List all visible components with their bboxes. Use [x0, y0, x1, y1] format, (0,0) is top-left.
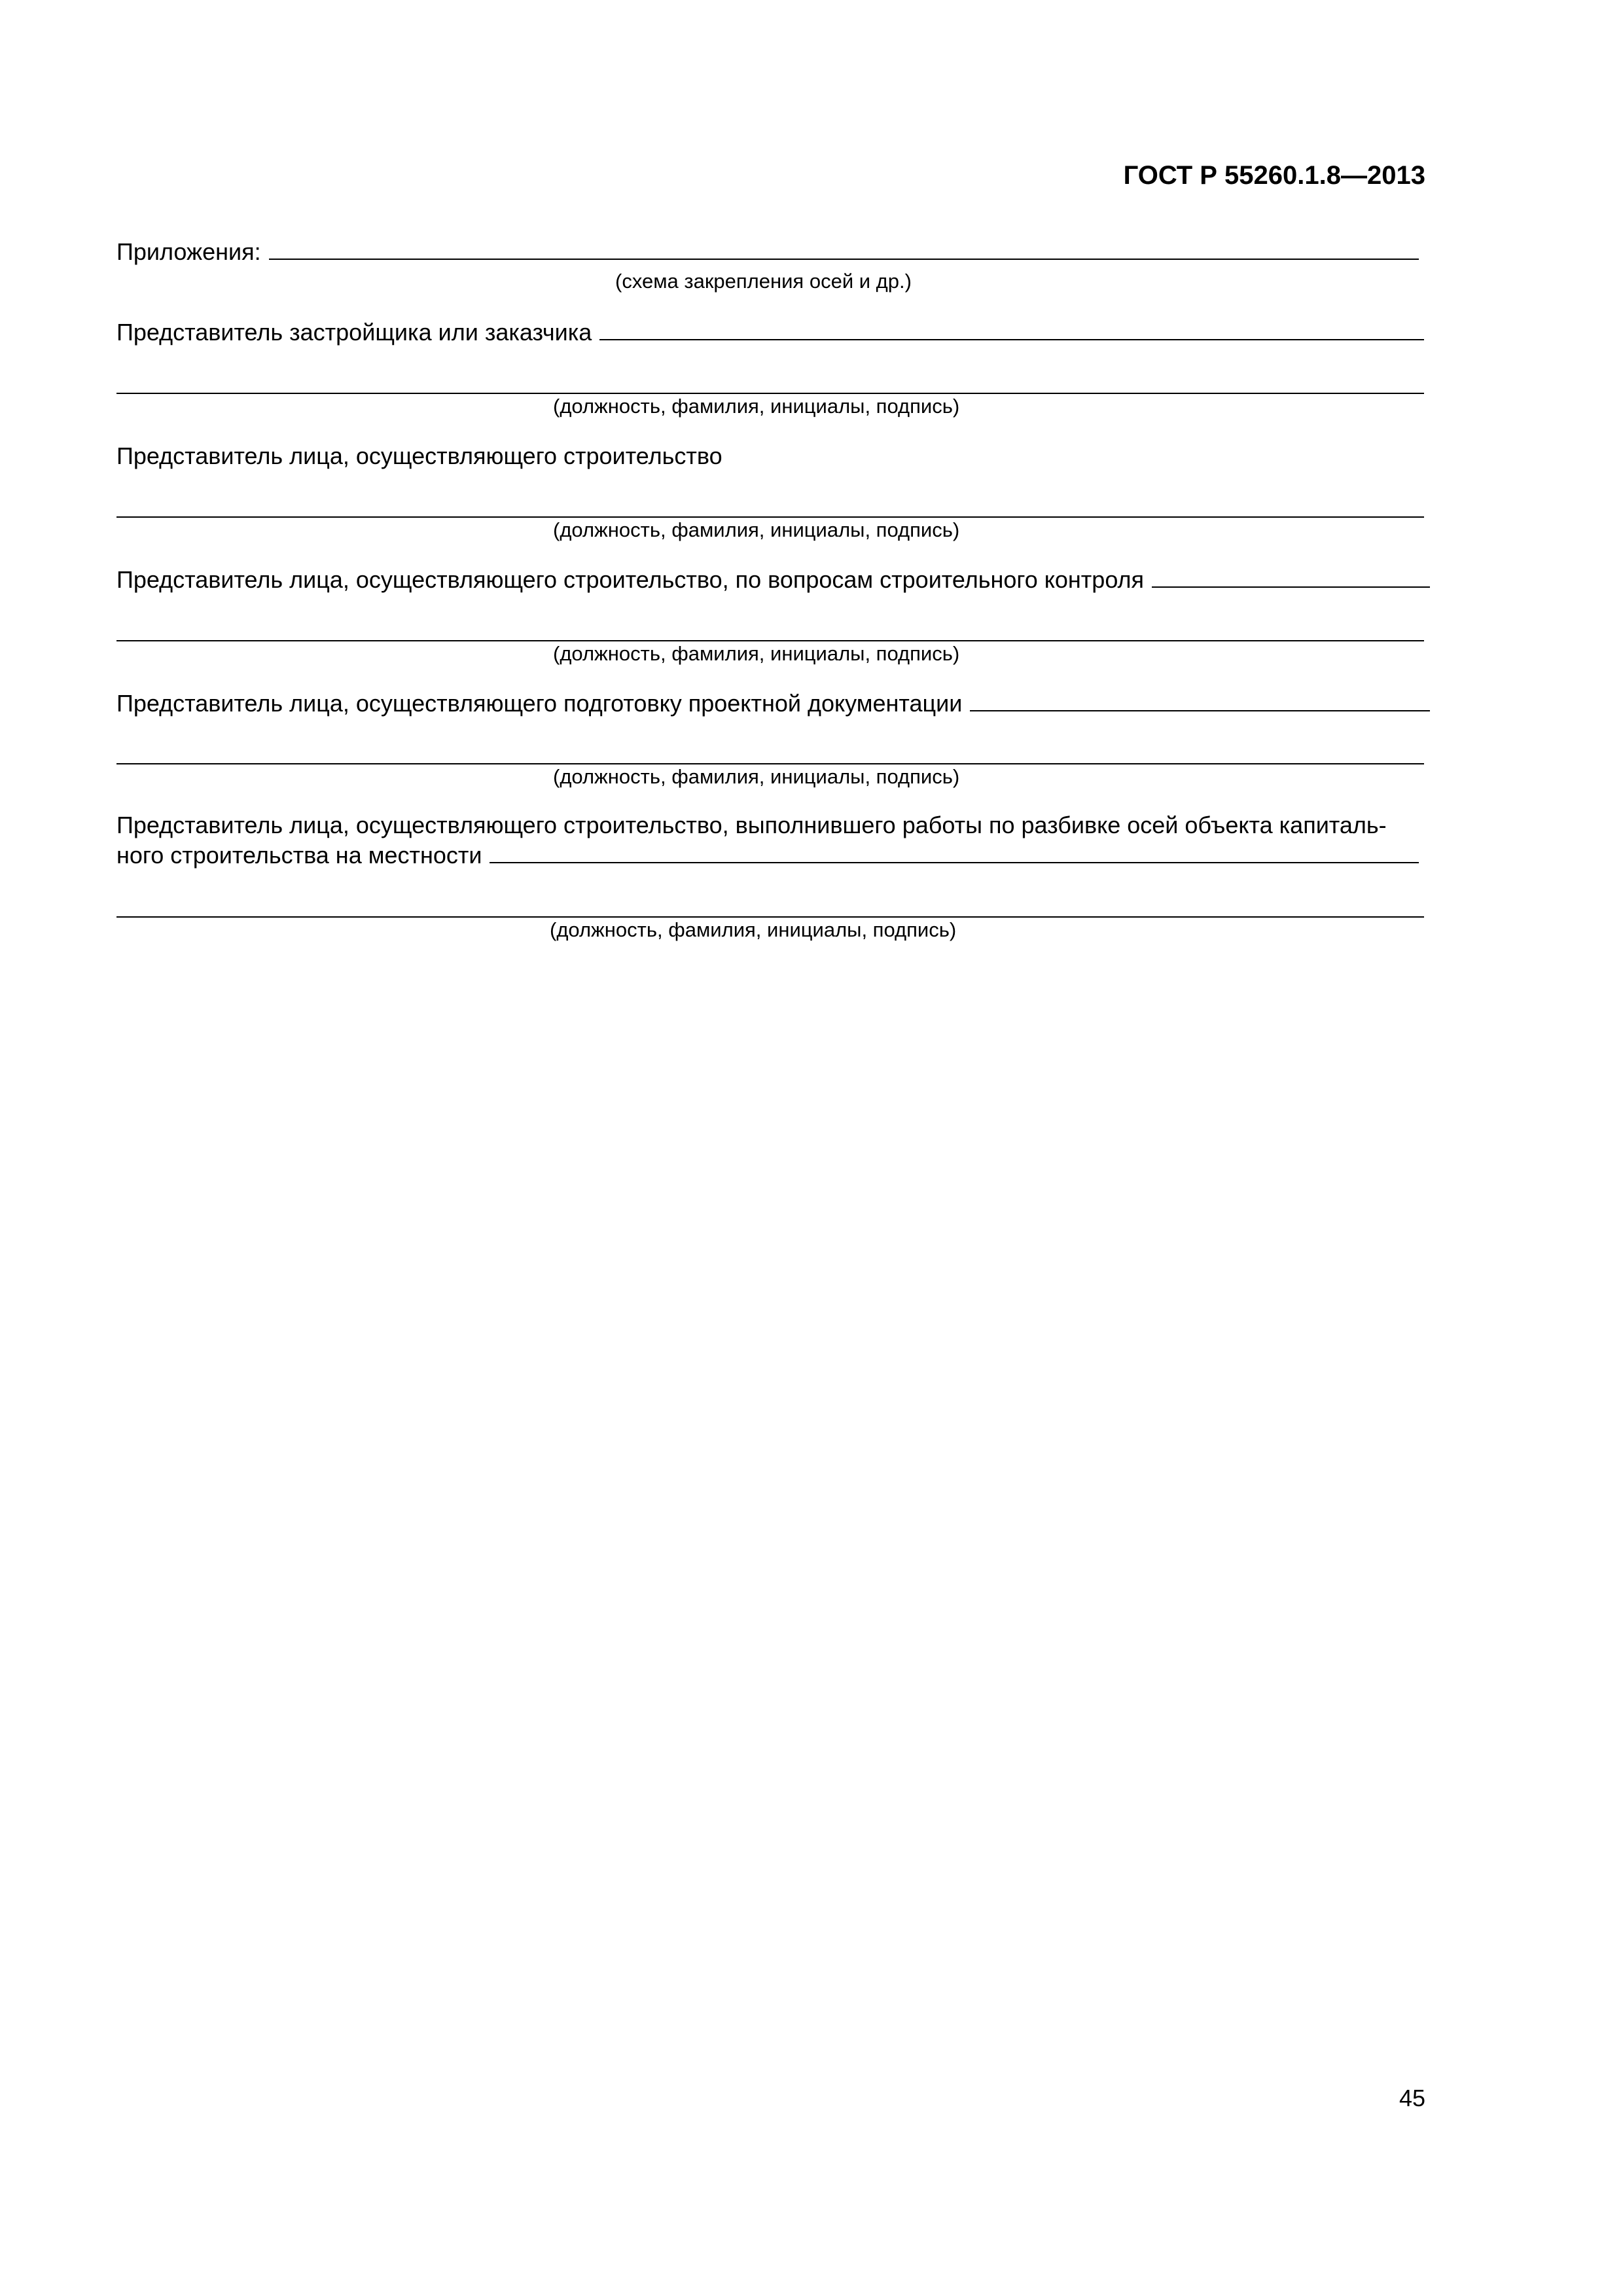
builder-rep-caption: (должность, фамилия, инициалы, подпись): [553, 518, 960, 541]
design-rep-row: [116, 689, 1430, 718]
layout-rep-paragraph: [116, 810, 1432, 870]
attachments-label: Приложения:: [116, 238, 261, 265]
layout-rep-label-line1: Представитель лица, осуществляющего строительство, выполнившего работы по разбивке осей объекта капиталь-: [116, 812, 1387, 838]
layout-rep-label-line2: ного строительства на местности: [116, 842, 482, 869]
attachments-caption: (схема закрепления осей и др.): [615, 270, 912, 293]
layout-rep-signature-line[interactable]: [116, 916, 1424, 918]
builder-control-rep-row: [116, 565, 1430, 594]
developer-rep-signature-line[interactable]: [116, 393, 1424, 394]
design-rep-field[interactable]: [970, 691, 1430, 711]
attachments-row: [116, 238, 1419, 266]
developer-rep-field[interactable]: [599, 319, 1424, 340]
layout-rep-caption: (должность, фамилия, инициалы, подпись): [550, 918, 957, 941]
builder-control-rep-label: Представитель лица, осуществляющего строительство, по вопросам строительного контроля: [116, 566, 1145, 593]
design-rep-label: Представитель лица, осуществляющего подготовку проектной документации: [116, 690, 963, 717]
builder-control-rep-signature-line[interactable]: [116, 640, 1424, 641]
page-number: 45: [1399, 2085, 1425, 2111]
document-code: ГОСТ Р 55260.1.8—2013: [1123, 161, 1425, 190]
builder-control-rep-caption: (должность, фамилия, инициалы, подпись): [553, 642, 960, 665]
builder-rep-signature-line[interactable]: [116, 516, 1424, 518]
builder-rep-label: Представитель лица, осуществляющего строительство: [116, 442, 722, 469]
design-rep-caption: (должность, фамилия, инициалы, подпись): [553, 765, 960, 788]
developer-rep-caption: (должность, фамилия, инициалы, подпись): [553, 395, 960, 418]
design-rep-signature-line[interactable]: [116, 763, 1424, 764]
builder-rep-row: [116, 442, 722, 471]
developer-rep-row: [116, 318, 1424, 347]
attachments-field[interactable]: [269, 239, 1419, 260]
builder-control-rep-field[interactable]: [1152, 567, 1430, 588]
layout-rep-field[interactable]: [490, 842, 1419, 863]
developer-rep-label: Представитель застройщика или заказчика: [116, 319, 592, 346]
